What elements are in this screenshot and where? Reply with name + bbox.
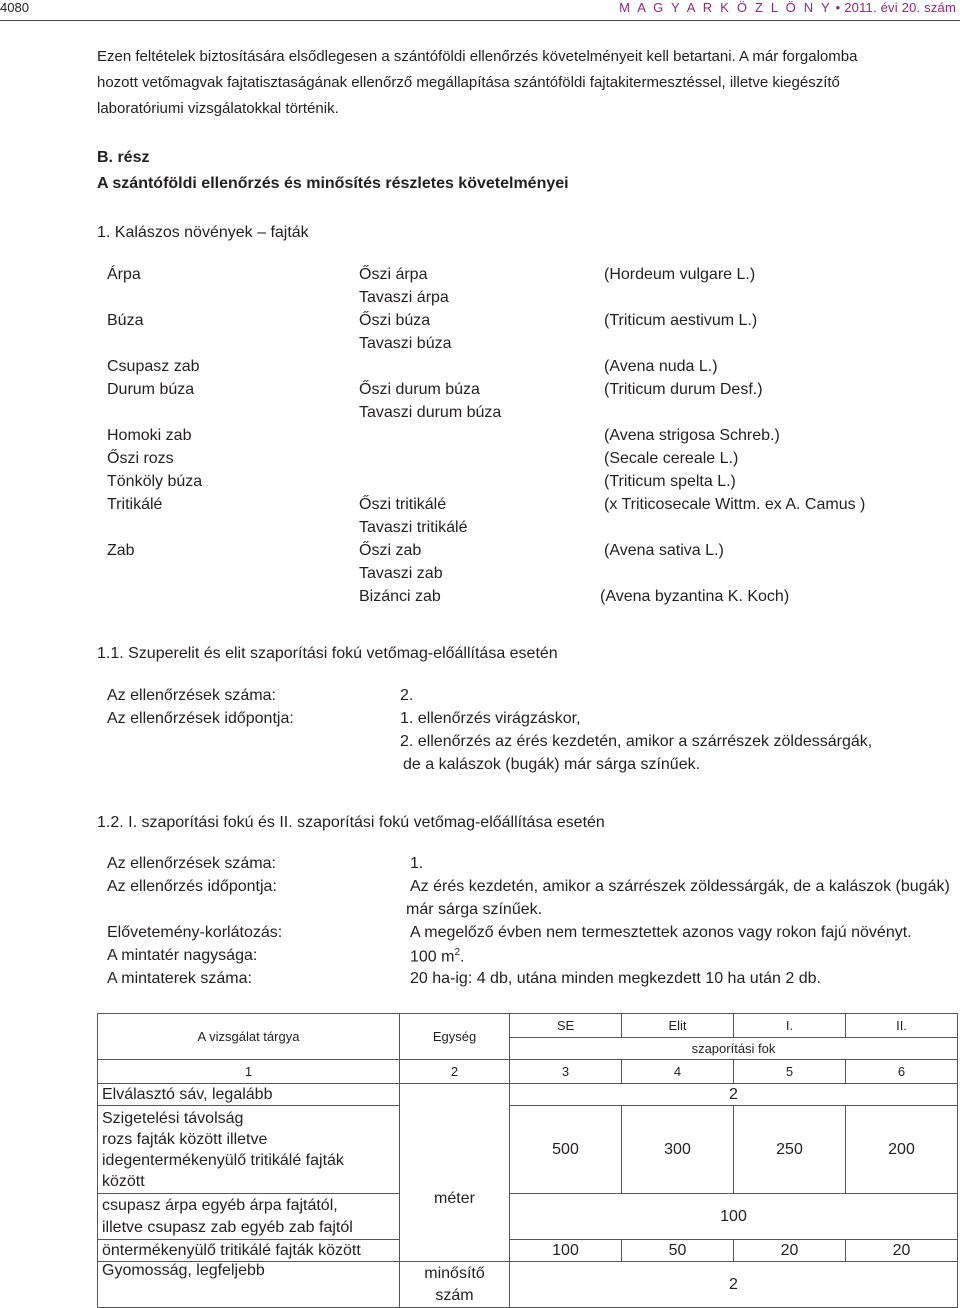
crop-name: Tritikálé	[107, 496, 163, 513]
row-label: Elválasztó sáv, legalább	[98, 1084, 400, 1106]
crop-name: Búza	[107, 312, 144, 329]
crop-latin: (Triticum spelta L.)	[604, 473, 736, 490]
header-se: SE	[510, 1014, 622, 1038]
row-value: 200	[846, 1106, 958, 1194]
crop-variety: Őszi búza	[359, 312, 431, 329]
issue-label: 2011. évi 20. szám	[844, 0, 956, 15]
header-rule	[0, 20, 960, 21]
intro-line: hozott vetőmagvak fajtatisztaságának ellenőrző megállapítása szántóföldi fajtakitermesztéssel, illetve kiegészítő	[97, 74, 840, 91]
inspection-time-line: de a kalászok (bugák) már sárga színűek.	[403, 756, 701, 773]
inspection-time-line: Az érés kezdetén, amikor a szárrészek zöldessárgák, de a kalászok (bugák)	[410, 878, 950, 895]
column-number: 6	[846, 1060, 958, 1084]
crop-latin: (Avena strigosa Schreb.)	[604, 427, 780, 444]
section-title: A szántóföldi ellenőrzés és minősítés részletes követelményei	[97, 175, 569, 192]
row-value: 2	[510, 1084, 958, 1106]
crop-latin: (Avena sativa L.)	[604, 542, 724, 559]
sample-size-label: A mintatér nagysága:	[107, 947, 258, 964]
unit-meter: méter	[434, 1189, 475, 1207]
inspection-count-value: 2.	[400, 687, 414, 704]
table-row	[98, 1106, 958, 1194]
header-elit: Elit	[622, 1014, 734, 1038]
crop-latin: (Hordeum vulgare L.)	[604, 266, 756, 283]
crop-name: Tönköly búza	[107, 473, 203, 490]
crop-variety: Tavaszi tritikálé	[359, 519, 468, 536]
table-row	[98, 1262, 958, 1308]
crop-name: Zab	[107, 542, 135, 559]
row-value: 100	[510, 1240, 622, 1262]
row-label: Gyomosság, legfeljebb	[98, 1262, 400, 1308]
table-header-row	[98, 1014, 958, 1038]
sample-size-exponent: 2	[454, 947, 461, 958]
row-unit-line: minősítő	[424, 1264, 485, 1282]
sample-count-label: A mintaterek száma:	[107, 970, 252, 987]
sample-size-tail: .	[460, 948, 465, 966]
crop-variety: Tavaszi zab	[359, 565, 443, 582]
row-value: 50	[622, 1240, 734, 1262]
section-1-1-title: 1.1. Szuperelit és elit szaporítási fokú vetőmag-előállítása esetén	[97, 645, 558, 662]
crop-latin: (Secale cereale L.)	[604, 450, 739, 467]
previous-crop-value: A megelőző évben nem termesztettek azonos vagy rokon fajú növényt.	[410, 924, 912, 941]
header-subject: A vizsgálat tárgya	[98, 1014, 400, 1060]
crop-latin: (x Triticosecale Wittm. ex A. Camus )	[604, 496, 866, 513]
column-number: 4	[622, 1060, 734, 1084]
intro-line: Ezen feltételek biztosítására elsődlegesen a szántóföldi ellenőrzés követelményeit kell betartani. A már forgalomba	[97, 48, 858, 65]
requirements-table	[97, 1013, 958, 1308]
crop-latin: (Triticum aestivum L.)	[604, 312, 758, 329]
bullet-separator: •	[835, 0, 845, 15]
row-value: 250	[734, 1106, 846, 1194]
crop-name: Csupasz zab	[107, 358, 200, 375]
row-label-line: Szigetelési távolság	[102, 1109, 244, 1127]
column-number: 5	[734, 1060, 846, 1084]
previous-crop-label: Elővetemény-korlátozás:	[107, 924, 283, 941]
row-unit	[400, 1262, 510, 1308]
row-unit-line: szám	[435, 1286, 474, 1304]
row-label: öntermékenyülő tritikálé fajták között	[98, 1240, 400, 1262]
row-value: 300	[622, 1106, 734, 1194]
row-value: 100	[510, 1194, 958, 1240]
table-row	[98, 1240, 958, 1262]
journal-name: M A G Y A R K Ö Z L Ö N Y	[619, 0, 832, 15]
header-unit: Egység	[400, 1014, 510, 1060]
part-heading: B. rész	[97, 149, 150, 166]
row-label-line: között	[102, 1172, 145, 1190]
intro-paragraph	[97, 44, 957, 122]
inspection-count-label: Az ellenőrzések száma:	[107, 855, 276, 872]
sample-size-number: 100 m	[410, 948, 455, 966]
inspection-time-line: már sárga színűek.	[406, 901, 543, 918]
sample-count-value: 20 ha-ig: 4 db, utána minden megkezdett 10 ha után 2 db.	[410, 970, 821, 987]
crop-variety: Őszi tritikálé	[359, 496, 447, 513]
crop-variety: Őszi durum búza	[359, 381, 480, 398]
crop-latin: (Avena nuda L.)	[604, 358, 718, 375]
inspection-time-line: 1. ellenőrzés virágzáskor,	[400, 710, 581, 727]
crop-variety: Tavaszi árpa	[359, 289, 449, 306]
table-row	[98, 1084, 958, 1106]
table-number-row	[98, 1060, 958, 1084]
crop-name: Árpa	[107, 266, 141, 283]
header-i: I.	[734, 1014, 846, 1038]
column-number: 1	[98, 1060, 400, 1084]
crop-latin: (Triticum durum Desf.)	[604, 381, 763, 398]
row-label-line: rozs fajták között illetve	[102, 1130, 268, 1148]
row-value: 2	[510, 1262, 958, 1308]
crop-name: Őszi rozs	[107, 450, 174, 467]
header-grade: szaporítási fok	[510, 1038, 958, 1060]
column-number: 3	[510, 1060, 622, 1084]
page-number: 4080	[0, 0, 29, 15]
section-1-2-title: 1.2. I. szaporítási fokú és II. szaporítási fokú vetőmag-előállítása esetén	[97, 814, 605, 831]
row-label	[98, 1106, 400, 1194]
crop-name: Homoki zab	[107, 427, 192, 444]
crop-variety: Tavaszi búza	[359, 335, 452, 352]
row-label-line: csupasz árpa egyéb árpa fajtától,	[102, 1196, 338, 1214]
journal-header	[619, 0, 956, 15]
crop-variety: Bizánci zab	[359, 588, 441, 605]
crop-variety: Őszi zab	[359, 542, 422, 559]
row-label	[98, 1194, 400, 1240]
subsection-title: 1. Kalászos növények – fajták	[97, 224, 309, 241]
row-value: 500	[510, 1106, 622, 1194]
sample-size-value	[410, 947, 464, 966]
column-number: 2	[400, 1060, 510, 1084]
row-label-line: idegentermékenyülő tritikálé fajták	[102, 1151, 344, 1169]
row-value: 20	[846, 1240, 958, 1262]
inspection-time-label: Az ellenőrzések időpontja:	[107, 710, 294, 727]
intro-line: laboratóriumi vizsgálatokkal történik.	[97, 100, 339, 117]
row-value: 20	[734, 1240, 846, 1262]
unit-meter-cell	[400, 1084, 510, 1262]
crop-variety: Őszi árpa	[359, 266, 428, 283]
row-label-line: illetve csupasz zab egyéb zab fajtól	[102, 1218, 353, 1236]
inspection-count-value: 1.	[410, 855, 424, 872]
crop-latin: (Avena byzantina K. Koch)	[600, 588, 790, 605]
header-ii: II.	[846, 1014, 958, 1038]
inspection-time-line: 2. ellenőrzés az érés kezdetén, amikor a szárrészek zöldessárgák,	[400, 733, 873, 750]
table-row	[98, 1194, 958, 1240]
crop-variety: Tavaszi durum búza	[359, 404, 502, 421]
inspection-count-label: Az ellenőrzések száma:	[107, 687, 276, 704]
crop-name: Durum búza	[107, 381, 195, 398]
inspection-time-label: Az ellenőrzés időpontja:	[107, 878, 277, 895]
